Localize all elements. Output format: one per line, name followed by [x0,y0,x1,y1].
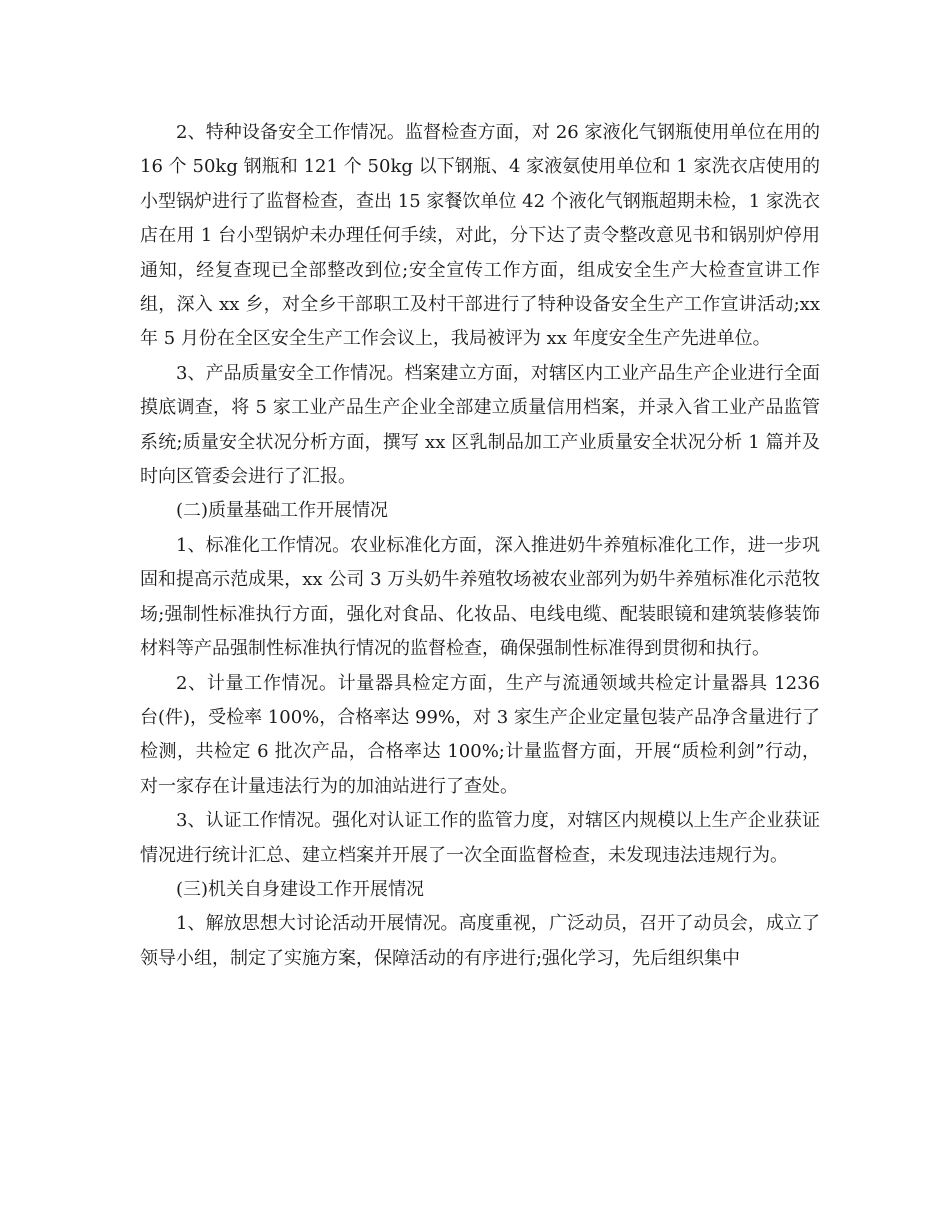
section-heading-quality-foundation: (二)质量基础工作开展情况 [176,500,389,522]
paragraph-special-equipment-safety: 2、特种设备安全工作情况。监督检查方面，对 26 家液化气钢瓶使用单位在用的 16 个 50kg 钢瓶和 121 个 50kg 以下钢瓶、4 家液氨使用单位和 1 家洗衣店使用的小型锅炉进行了监督检查，查出 15 家餐饮单位 42 个液化气钢瓶超期未检，1 家洗衣店在用 1 台小型锅炉未办理任何手续，对此，分下达了责令整改意见书和锅别炉停用通知，经复查现已全部整改到位;安全宣传工作方面，组成安全生产大检查宣讲工作组，深入 xx 乡，对全乡干部职工及村干部进行了特种设备安全生产工作宣讲活动;xx 年 5 月份在全区安全生产工作会议上，我局被评为 xx 年度安全生产先进单位。 [140,122,820,350]
paragraph-certification: 3、认证工作情况。强化对认证工作的监管力度，对辖区内规模以上生产企业获证情况进行统计汇总、建立档案并开展了一次全面监督检查，未发现违法违规行为。 [140,810,820,866]
paragraph-thought-liberation-discussion: 1、解放思想大讨论活动开展情况。高度重视，广泛动员，召开了动员会，成立了领导小组，制定了实施方案，保障活动的有序进行;强化学习，先后组织集中 [140,913,820,969]
section-heading-agency-self-building: (三)机关自身建设工作开展情况 [176,878,425,900]
paragraph-standardization: 1、标准化工作情况。农业标准化方面，深入推进奶牛养殖标准化工作，进一步巩固和提高示范成果，xx 公司 3 万头奶牛养殖牧场被农业部列为奶牛养殖标准化示范牧场;强制性标准执行方面，强化对食品、化妆品、电线电缆、配装眼镜和建筑装修装饰材料等产品强制性标准执行情况的监督检查，确保强制性标准得到贯彻和执行。 [140,534,820,660]
paragraph-metrology: 2、计量工作情况。计量器具检定方面，生产与流通领域共检定计量器具 1236 台(件)，受检率 100%，合格率达 99%，对 3 家生产企业定量包装产品净含量进行了检测，共检定 6 批次产品，合格率达 100%;计量监督方面，开展“质检利剑”行动，对一家存在计量违法行为的加油站进行了查处。 [140,672,820,797]
document-page [140,116,820,976]
paragraph-product-quality-safety: 3、产品质量安全工作情况。档案建立方面，对辖区内工业产品生产企业进行全面摸底调查，将 5 家工业产品生产企业全部建立质量信用档案，并录入省工业产品监管系统;质量安全状况分析方面，撰写 xx 区乳制品加工产业质量安全状况分析 1 篇并及时向区管委会进行了汇报。 [140,362,820,488]
